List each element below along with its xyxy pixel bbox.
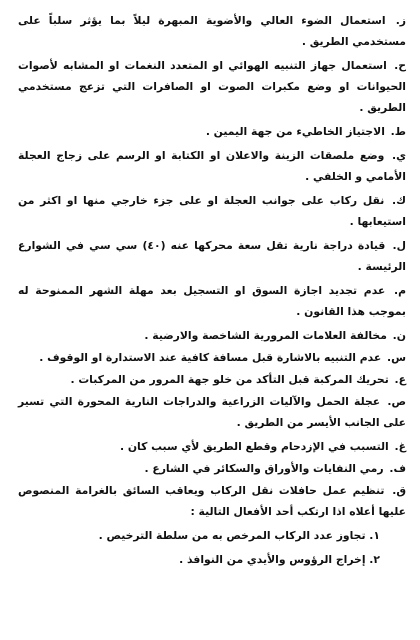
item-text: قيادة دراجة نارية تقل سعة محركها عنه (٤٠) سي سي في الشوارع الرئيسة . <box>18 239 406 273</box>
item-text: نقل ركاب على جوانب العجلة او على جزء خارجي منها او اكثر من استيعابها . <box>18 194 406 228</box>
item-label: ل. <box>392 239 406 252</box>
item-text: تحريك المركبة قبل التأكد من خلو جهة المرور من المركبات . <box>70 373 389 386</box>
list-item-ghayn <box>18 436 406 457</box>
list-item-ha <box>18 55 406 118</box>
list-item-ya <box>18 145 406 187</box>
list-item-qaf <box>18 480 406 522</box>
list-item-sin <box>18 347 406 368</box>
item-label: س. <box>387 351 406 364</box>
sub-list-item-1 <box>18 525 406 546</box>
list-item-za <box>18 10 406 52</box>
item-label: ز. <box>395 14 407 27</box>
item-text: عدم تجديد اجازة السوق او التسجيل بعد مهلة الشهر الممنوحة له بموجب هذا القانون . <box>18 284 406 318</box>
item-text: استعمال الضوء العالي والأضوية المبهرة ليلاً بما يؤثر سلباً على مستخدمي الطريق . <box>18 14 406 48</box>
item-label: ق. <box>392 484 406 497</box>
item-label: م. <box>393 284 406 297</box>
sub-item-label: ٢. <box>369 553 380 566</box>
item-text: التسبب في الإزدحام وقطع الطريق لأي سبب كان . <box>119 440 389 453</box>
item-label: ن. <box>392 329 406 342</box>
list-item-sad <box>18 391 406 433</box>
sub-item-label: ١. <box>369 529 380 542</box>
item-label: ي. <box>392 149 406 162</box>
list-item-nun <box>18 325 406 346</box>
list-item-ta <box>18 121 406 142</box>
item-text: استعمال جهاز التنبيه الهوائي او المتعدد النغمات او المشابه لأصوات الحيوانات او وضع مكبرات الصوت او الصافرات التي تزعج مستخدمي الطريق . <box>18 59 406 114</box>
item-label: ك. <box>392 194 406 207</box>
item-label: ف. <box>389 462 406 475</box>
item-label: ع. <box>394 373 406 386</box>
item-label: ح. <box>394 59 406 72</box>
item-text: مخالفة العلامات المرورية الشاخصة والارضية . <box>144 329 387 342</box>
item-text: عجلة الحمل والآليات الزراعية والدراجات النارية المحورة التي تسير على الجانب الأيسر من الطريق . <box>18 395 406 429</box>
item-label: غ. <box>394 440 406 453</box>
list-item-fa <box>18 458 406 479</box>
sub-item-text: إخراج الرؤوس والأيدي من النوافذ . <box>179 553 366 566</box>
item-text: رمي النفايات والأوراق والسكائر في الشارع . <box>144 462 384 475</box>
item-label: ط. <box>390 125 406 138</box>
sub-item-text: تجاوز عدد الركاب المرخص به من سلطة الترخيص . <box>98 529 366 542</box>
list-item-kaf <box>18 190 406 232</box>
item-text: عدم التنبيه بالاشارة قبل مسافة كافية عند الاستدارة او الوقوف . <box>39 351 382 364</box>
sub-list-item-2 <box>18 549 406 570</box>
item-label: ص. <box>387 395 406 408</box>
item-text: تنظيم عمل حافلات نقل الركاب ويعاقب السائق بالغرامة المنصوص عليها أعلاه اذا ارتكب أحد الأفعال التالية : <box>18 484 406 518</box>
list-item-ayn <box>18 369 406 390</box>
list-item-lam <box>18 235 406 277</box>
item-text: وضع ملصقات الزينة والاعلان او الكتابة او الرسم على زجاج العجلة الأمامي و الخلفي . <box>18 149 406 183</box>
list-item-mim <box>18 280 406 322</box>
item-text: الاجتياز الخاطيء من جهة اليمين . <box>205 125 385 138</box>
